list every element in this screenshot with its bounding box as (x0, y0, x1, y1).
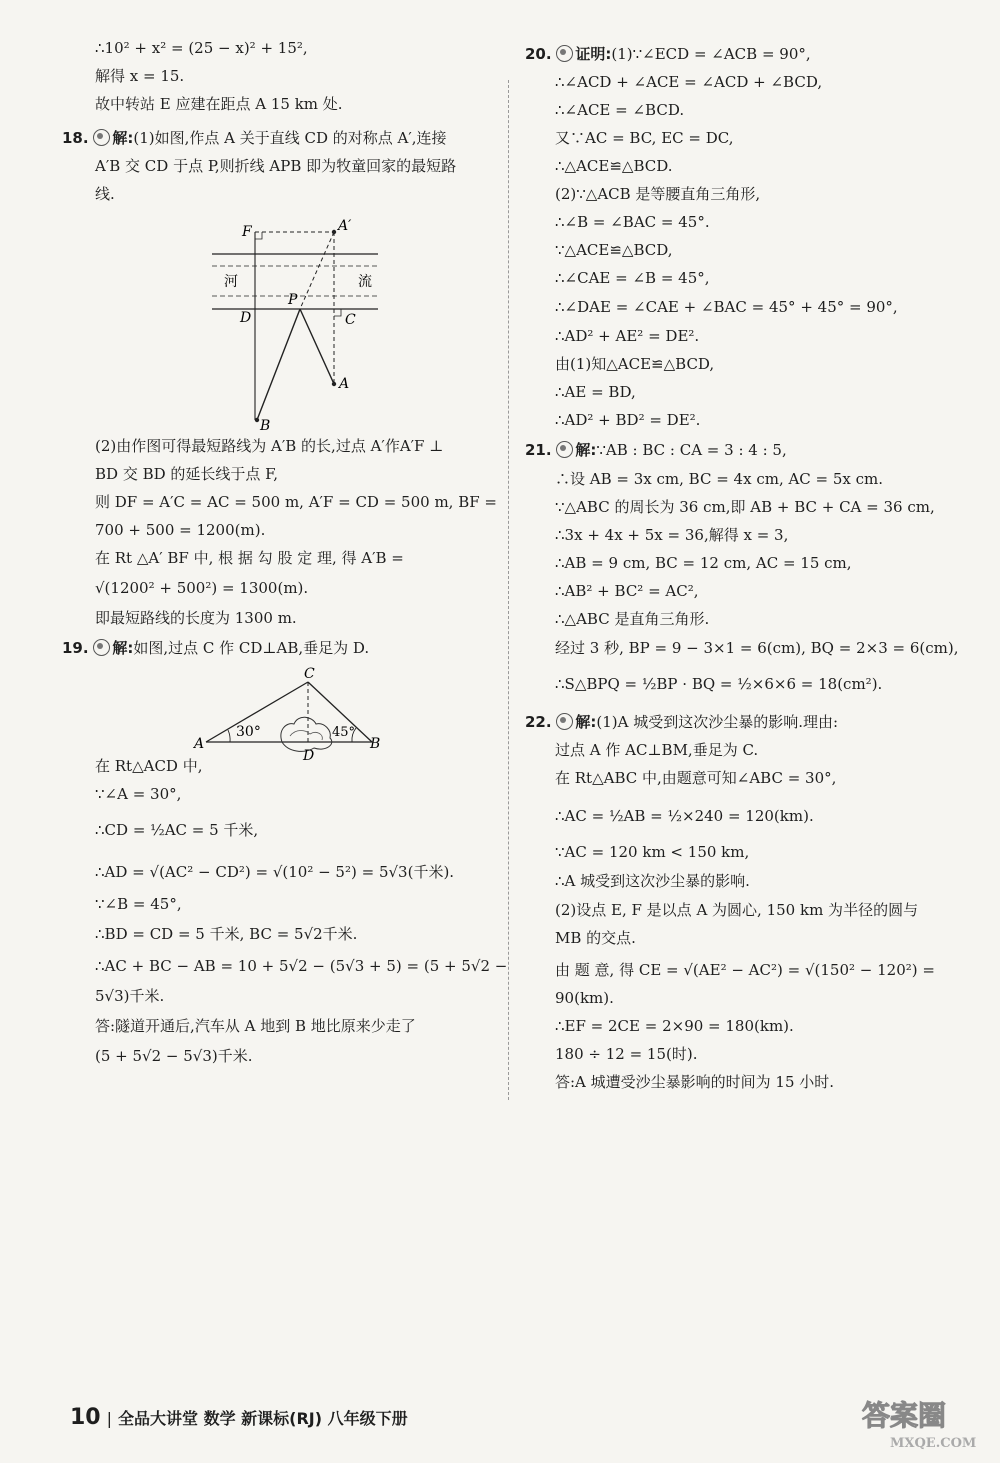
text-line: BD 交 BD 的延长线于点 F, (95, 465, 279, 483)
text-line: ∴BD = CD = 5 千米, BC = 5√2千米. (95, 925, 358, 943)
label-D: D (303, 748, 315, 764)
label-river-1: 河 (224, 274, 238, 290)
text-line: 5√3)千米. (95, 987, 165, 1005)
text-line: 即最短路线的长度为 1300 m. (95, 609, 297, 627)
text-line: ∴CD = ½AC = 5 千米, (95, 821, 259, 839)
question-20 (525, 44, 811, 64)
text-line: ∴S△BPQ = ½BP · BQ = ½×6×6 = 18(cm²). (555, 675, 883, 693)
text-line: 如图,过点 C 作 CD⊥AB,垂足为 D. (133, 639, 370, 657)
text-line: ∴AD² + AE² = DE². (555, 327, 700, 345)
page-number: 10 (70, 1405, 101, 1430)
text-line: 线. (95, 185, 115, 203)
text-line: ∵AB : BC : CA = 3 : 4 : 5, (596, 441, 787, 459)
text-line: 由 题 意, 得 CE = √(AE² − AC²) = √(150² − 120²) = (555, 961, 935, 979)
label-A: A (339, 376, 350, 392)
text-line: ∵△ABC 的周长为 36 cm,即 AB + BC + CA = 36 cm, (555, 498, 935, 516)
text-line: ∴∠DAE = ∠CAE + ∠BAC = 45° + 45° = 90°, (555, 298, 898, 316)
text-line: (5 + 5√2 − 5√3)千米. (95, 1047, 253, 1065)
text-line: ∴EF = 2CE = 2×90 = 180(km). (555, 1017, 794, 1035)
text-line: A′B 交 CD 于点 P,则折线 APB 即为牧童回家的最短路 (95, 157, 457, 175)
text-line: ∵∠B = 45°, (95, 895, 182, 913)
text-line: ∴设 AB = 3x cm, BC = 4x cm, AC = 5x cm. (555, 470, 884, 488)
text-line: ∴∠ACE = ∠BCD. (555, 101, 685, 119)
text-line: √(1200² + 500²) = 1300(m). (95, 579, 309, 597)
label-C: C (304, 666, 315, 682)
text-line: (2)设点 E, F 是以点 A 为圆心, 150 km 为半径的圆与 (555, 901, 919, 919)
answer-badge-icon (556, 441, 573, 458)
text-line: ∴AC = ½AB = ½×240 = 120(km). (555, 807, 814, 825)
text-line: ∴∠B = ∠BAC = 45°. (555, 213, 710, 231)
text-line: 在 Rt △A′ BF 中, 根 据 勾 股 定 理, 得 A′B = (95, 549, 404, 567)
text-line: 过点 A 作 AC⊥BM,垂足为 C. (555, 741, 759, 759)
text-line: 答:A 城遭受沙尘暴影响的时间为 15 小时. (555, 1073, 835, 1091)
question-number: 19. (62, 639, 89, 657)
angle-label-30: 30° (236, 724, 261, 740)
question-22 (525, 712, 838, 732)
text-line: (1)∵∠ECD = ∠ACB = 90°, (611, 45, 811, 63)
answer-badge-icon (93, 639, 110, 656)
text-line: ∴10² + x² = (25 − x)² + 15², (95, 39, 308, 57)
text-line: 在 Rt△ABC 中,由题意可知∠ABC = 30°, (555, 769, 837, 787)
label-A: A (194, 736, 205, 752)
text-line: ∴AD² + BD² = DE². (555, 411, 701, 429)
text-line: 答:隧道开通后,汽车从 A 地到 B 地比原来少走了 (95, 1017, 416, 1035)
text-line: ∵AC = 120 km < 150 km, (555, 843, 750, 861)
answer-badge-icon (93, 129, 110, 146)
text-line: ∴AB² + BC² = AC², (555, 582, 699, 600)
text-line: ∴AC + BC − AB = 10 + 5√2 − (5√3 + 5) = (5 + 5√2 − (95, 957, 508, 975)
river-diagram (200, 212, 390, 434)
angle-label-45: 45° (332, 725, 356, 740)
svg-text:答案圈: 答案圈 (862, 1399, 947, 1432)
footer-title: 全品大讲堂 数学 新课标(RJ) 八年级下册 (118, 1409, 408, 1428)
label-river-2: 流 (358, 274, 372, 290)
text-line: ∴AD = √(AC² − CD²) = √(10² − 5²) = 5√3(千米). (95, 863, 455, 881)
svg-text:MXQE.COM: MXQE.COM (890, 1436, 977, 1451)
text-line: 180 ÷ 12 = 15(时). (555, 1045, 698, 1063)
text-line: ∴AE = BD, (555, 383, 636, 401)
page-footer: 10 | 全品大讲堂 数学 新课标(RJ) 八年级下册 (70, 1405, 408, 1430)
text-line: ∴△ABC 是直角三角形. (555, 610, 710, 628)
text-line: ∴∠CAE = ∠B = 45°, (555, 269, 710, 287)
question-number: 20. (525, 45, 552, 63)
label-B: B (260, 418, 271, 434)
answer-badge-icon (556, 45, 573, 62)
text-line: (1)如图,作点 A 关于直线 CD 的对称点 A′,连接 (133, 129, 447, 147)
text-line: 700 + 500 = 1200(m). (95, 521, 266, 539)
text-line: ∴3x + 4x + 5x = 36,解得 x = 3, (555, 526, 789, 544)
label-A-prime: A′ (338, 218, 352, 234)
question-21 (525, 440, 787, 460)
text-line: ∵∠A = 30°, (95, 785, 182, 803)
answer-badge-icon (556, 713, 573, 730)
proof-tag: 证明: (575, 45, 612, 63)
text-line: 经过 3 秒, BP = 9 − 3×1 = 6(cm), BQ = 2×3 = 6(cm), (555, 639, 959, 657)
column-divider (508, 80, 509, 1100)
text-line: 由(1)知△ACE≌△BCD, (555, 355, 715, 373)
label-D: D (240, 310, 252, 326)
question-number: 18. (62, 129, 89, 147)
label-C: C (345, 312, 356, 328)
text-line: ∴∠ACD + ∠ACE = ∠ACD + ∠BCD, (555, 73, 823, 91)
solution-tag: 解: (575, 713, 597, 731)
label-B: B (370, 736, 381, 752)
question-number: 22. (525, 713, 552, 731)
watermark-logo (860, 1395, 980, 1455)
text-line: 90(km). (555, 989, 614, 1007)
text-line: (2)∵△ACB 是等腰直角三角形, (555, 185, 761, 203)
text-line: 在 Rt△ACD 中, (95, 757, 203, 775)
tunnel-diagram (190, 664, 390, 764)
text-line: 则 DF = A′C = AC = 500 m, A′F = CD = 500 m, BF = (95, 493, 497, 511)
solution-tag: 解: (112, 639, 134, 657)
label-P: P (288, 292, 298, 308)
text-line: ∴△ACE≌△BCD. (555, 157, 673, 175)
text-line: ∴A 城受到这次沙尘暴的影响. (555, 872, 750, 890)
text-line: ∴AB = 9 cm, BC = 12 cm, AC = 15 cm, (555, 554, 852, 572)
text-line: 解得 x = 15. (95, 67, 185, 85)
text-line: (2)由作图可得最短路线为 A′B 的长,过点 A′作A′F ⊥ (95, 437, 444, 455)
question-19 (62, 638, 369, 658)
text-line: MB 的交点. (555, 929, 636, 947)
text-line: 又∵AC = BC, EC = DC, (555, 129, 734, 147)
text-line: (1)A 城受到这次沙尘暴的影响.理由: (596, 713, 839, 731)
label-F: F (242, 224, 252, 240)
question-number: 21. (525, 441, 552, 459)
text-line: 故中转站 E 应建在距点 A 15 km 处. (95, 95, 343, 113)
solution-tag: 解: (575, 441, 597, 459)
text-line: ∵△ACE≌△BCD, (555, 241, 673, 259)
solution-tag: 解: (112, 129, 134, 147)
question-18 (62, 128, 447, 148)
